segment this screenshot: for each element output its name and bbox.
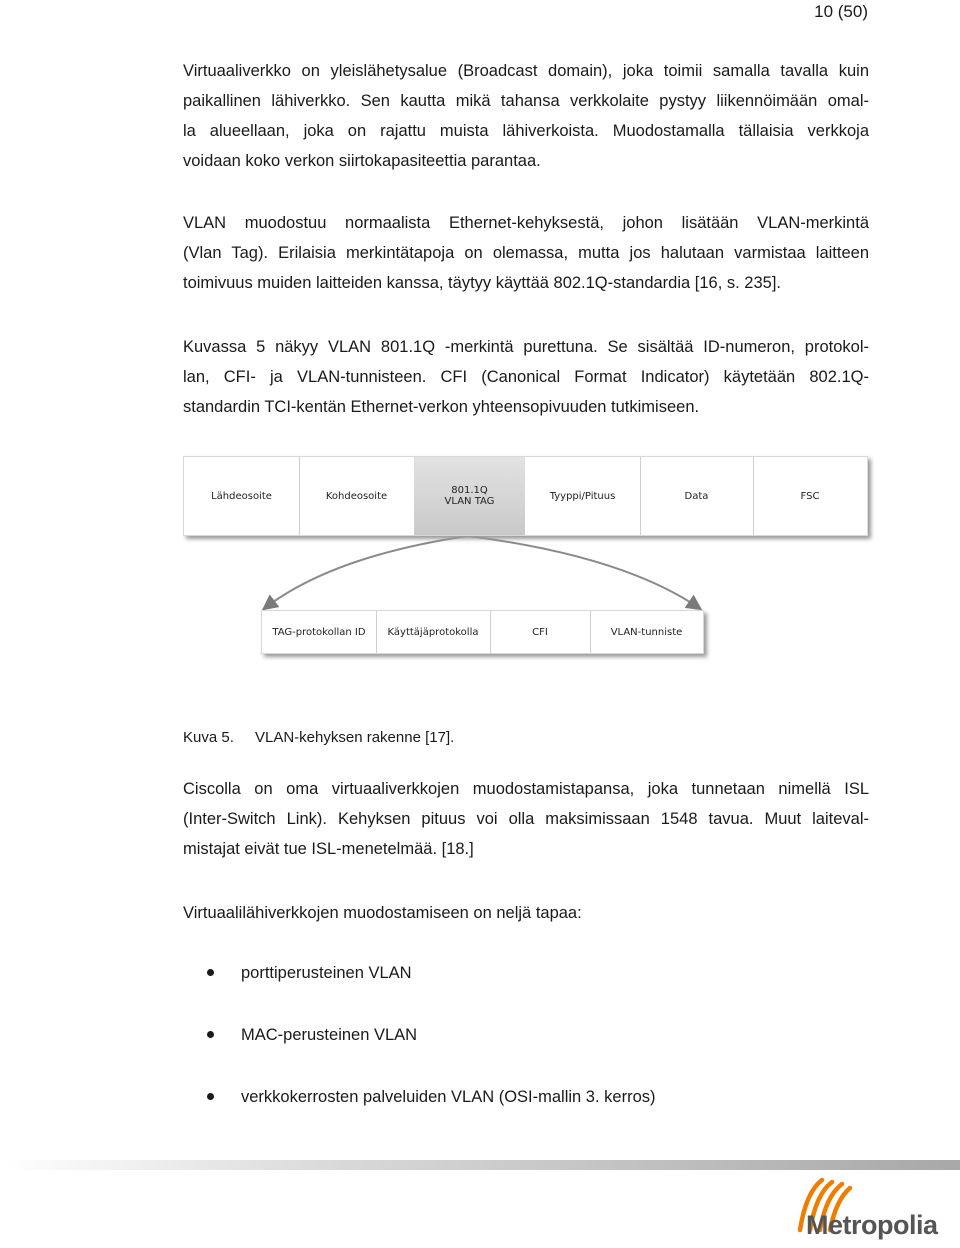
field-vlan-id: VLAN-tunniste xyxy=(610,626,683,638)
vlan-tag-line2: VLAN TAG xyxy=(444,496,495,507)
field-cfi: CFI xyxy=(532,626,548,638)
list-item xyxy=(183,958,656,1020)
text-line: la alueellaan, joka on rajattu muista lähiverkoista. Muodostamalla tällaisia verkkoja xyxy=(183,122,869,140)
bullet-icon xyxy=(207,1093,214,1100)
text-line: lan, CFI- ja VLAN-tunnisteen. CFI (Canonical Format Indicator) käytetään 802.1Q- xyxy=(183,368,869,386)
list-item xyxy=(183,1020,656,1082)
field-user-priority: Käyttäjäprotokolla xyxy=(387,626,479,638)
right-expansion-arc xyxy=(468,536,699,608)
paragraph-vlan-tag xyxy=(183,208,869,298)
list-item-text: verkkokerrosten palveluiden VLAN (OSI-mallin 3. kerros) xyxy=(241,1088,656,1106)
text-line: Virtuaaliverkko on yleislähetysalue (Broadcast domain), joka toimii samalla tavalla kuin xyxy=(183,62,869,80)
text-line: (Vlan Tag). Erilaisia merkintätapoja on olemassa, mutta jos halutaan varmistaa laitteen xyxy=(183,244,869,262)
figure-caption xyxy=(183,729,454,746)
text-line: mistajat eivät tue ISL-menetelmää. [18.] xyxy=(183,840,474,858)
field-source-address: Lähdeosoite xyxy=(211,490,272,502)
paragraph-cisco-isl xyxy=(183,774,869,864)
field-data: Data xyxy=(684,490,709,502)
list-item-text: porttiperusteinen VLAN xyxy=(241,964,412,982)
field-type-length: Tyyppi/Pituus xyxy=(549,490,616,502)
field-destination-address: Kohdeosoite xyxy=(325,490,388,502)
ethernet-frame-row xyxy=(183,456,868,536)
page-number: 10 (50) xyxy=(814,2,868,21)
text-line: voidaan koko verkon siirtokapasiteettia parantaa. xyxy=(183,152,541,170)
text-line: Virtuaalilähiverkkojen muodostamiseen on neljä tapaa: xyxy=(183,904,582,922)
text-line: (Inter-Switch Link). Kehyksen pituus voi olla maksimissaan 1548 tavua. Muut laiteval- xyxy=(183,810,869,828)
text-line: paikallinen lähiverkko. Sen kautta mikä tahansa verkkolaite pystyy liikennöimään omal- xyxy=(183,92,869,110)
paragraph-list-intro xyxy=(183,898,869,928)
vlan-methods-list xyxy=(183,958,656,1144)
paragraph-figure-description xyxy=(183,332,869,422)
field-vlan-tag xyxy=(414,457,525,535)
vlan-tag-detail-row xyxy=(261,610,704,654)
caption-number: Kuva 5. xyxy=(183,729,234,746)
list-item-text: MAC-perusteinen VLAN xyxy=(241,1026,418,1044)
text-line: toimivuus muiden laitteiden kanssa, täytyy käyttää 802.1Q-standardia [16, s. 235]. xyxy=(183,274,781,292)
field-tag-protocol-id: TAG-protokollan ID xyxy=(272,626,366,638)
logo-wordmark: Metropolia xyxy=(806,1210,938,1240)
text-line: standardin TCI-kentän Ethernet-verkon yhteensopivuuden tutkimiseen. xyxy=(183,398,700,416)
left-expansion-arc xyxy=(265,536,468,608)
vlan-frame-figure xyxy=(183,456,869,696)
bullet-icon xyxy=(207,969,214,976)
paragraph-vlan-intro xyxy=(183,56,869,176)
text-line: Ciscolla on oma virtuaaliverkkojen muodostamistapansa, joka tunnetaan nimellä ISL xyxy=(183,780,869,798)
vlan-tag-line1: 801.1Q xyxy=(451,485,488,496)
text-line: Kuvassa 5 näkyy VLAN 801.1Q -merkintä purettuna. Se sisältää ID-numeron, protokol- xyxy=(183,338,869,356)
list-item xyxy=(183,1082,656,1144)
caption-text: VLAN-kehyksen rakenne [17]. xyxy=(255,729,455,746)
text-line: VLAN muodostuu normaalista Ethernet-kehyksestä, johon lisätään VLAN-merkintä xyxy=(183,214,869,232)
footer-gradient-bar xyxy=(0,1160,960,1170)
bullet-icon xyxy=(207,1031,214,1038)
field-fcs: FSC xyxy=(800,490,820,502)
